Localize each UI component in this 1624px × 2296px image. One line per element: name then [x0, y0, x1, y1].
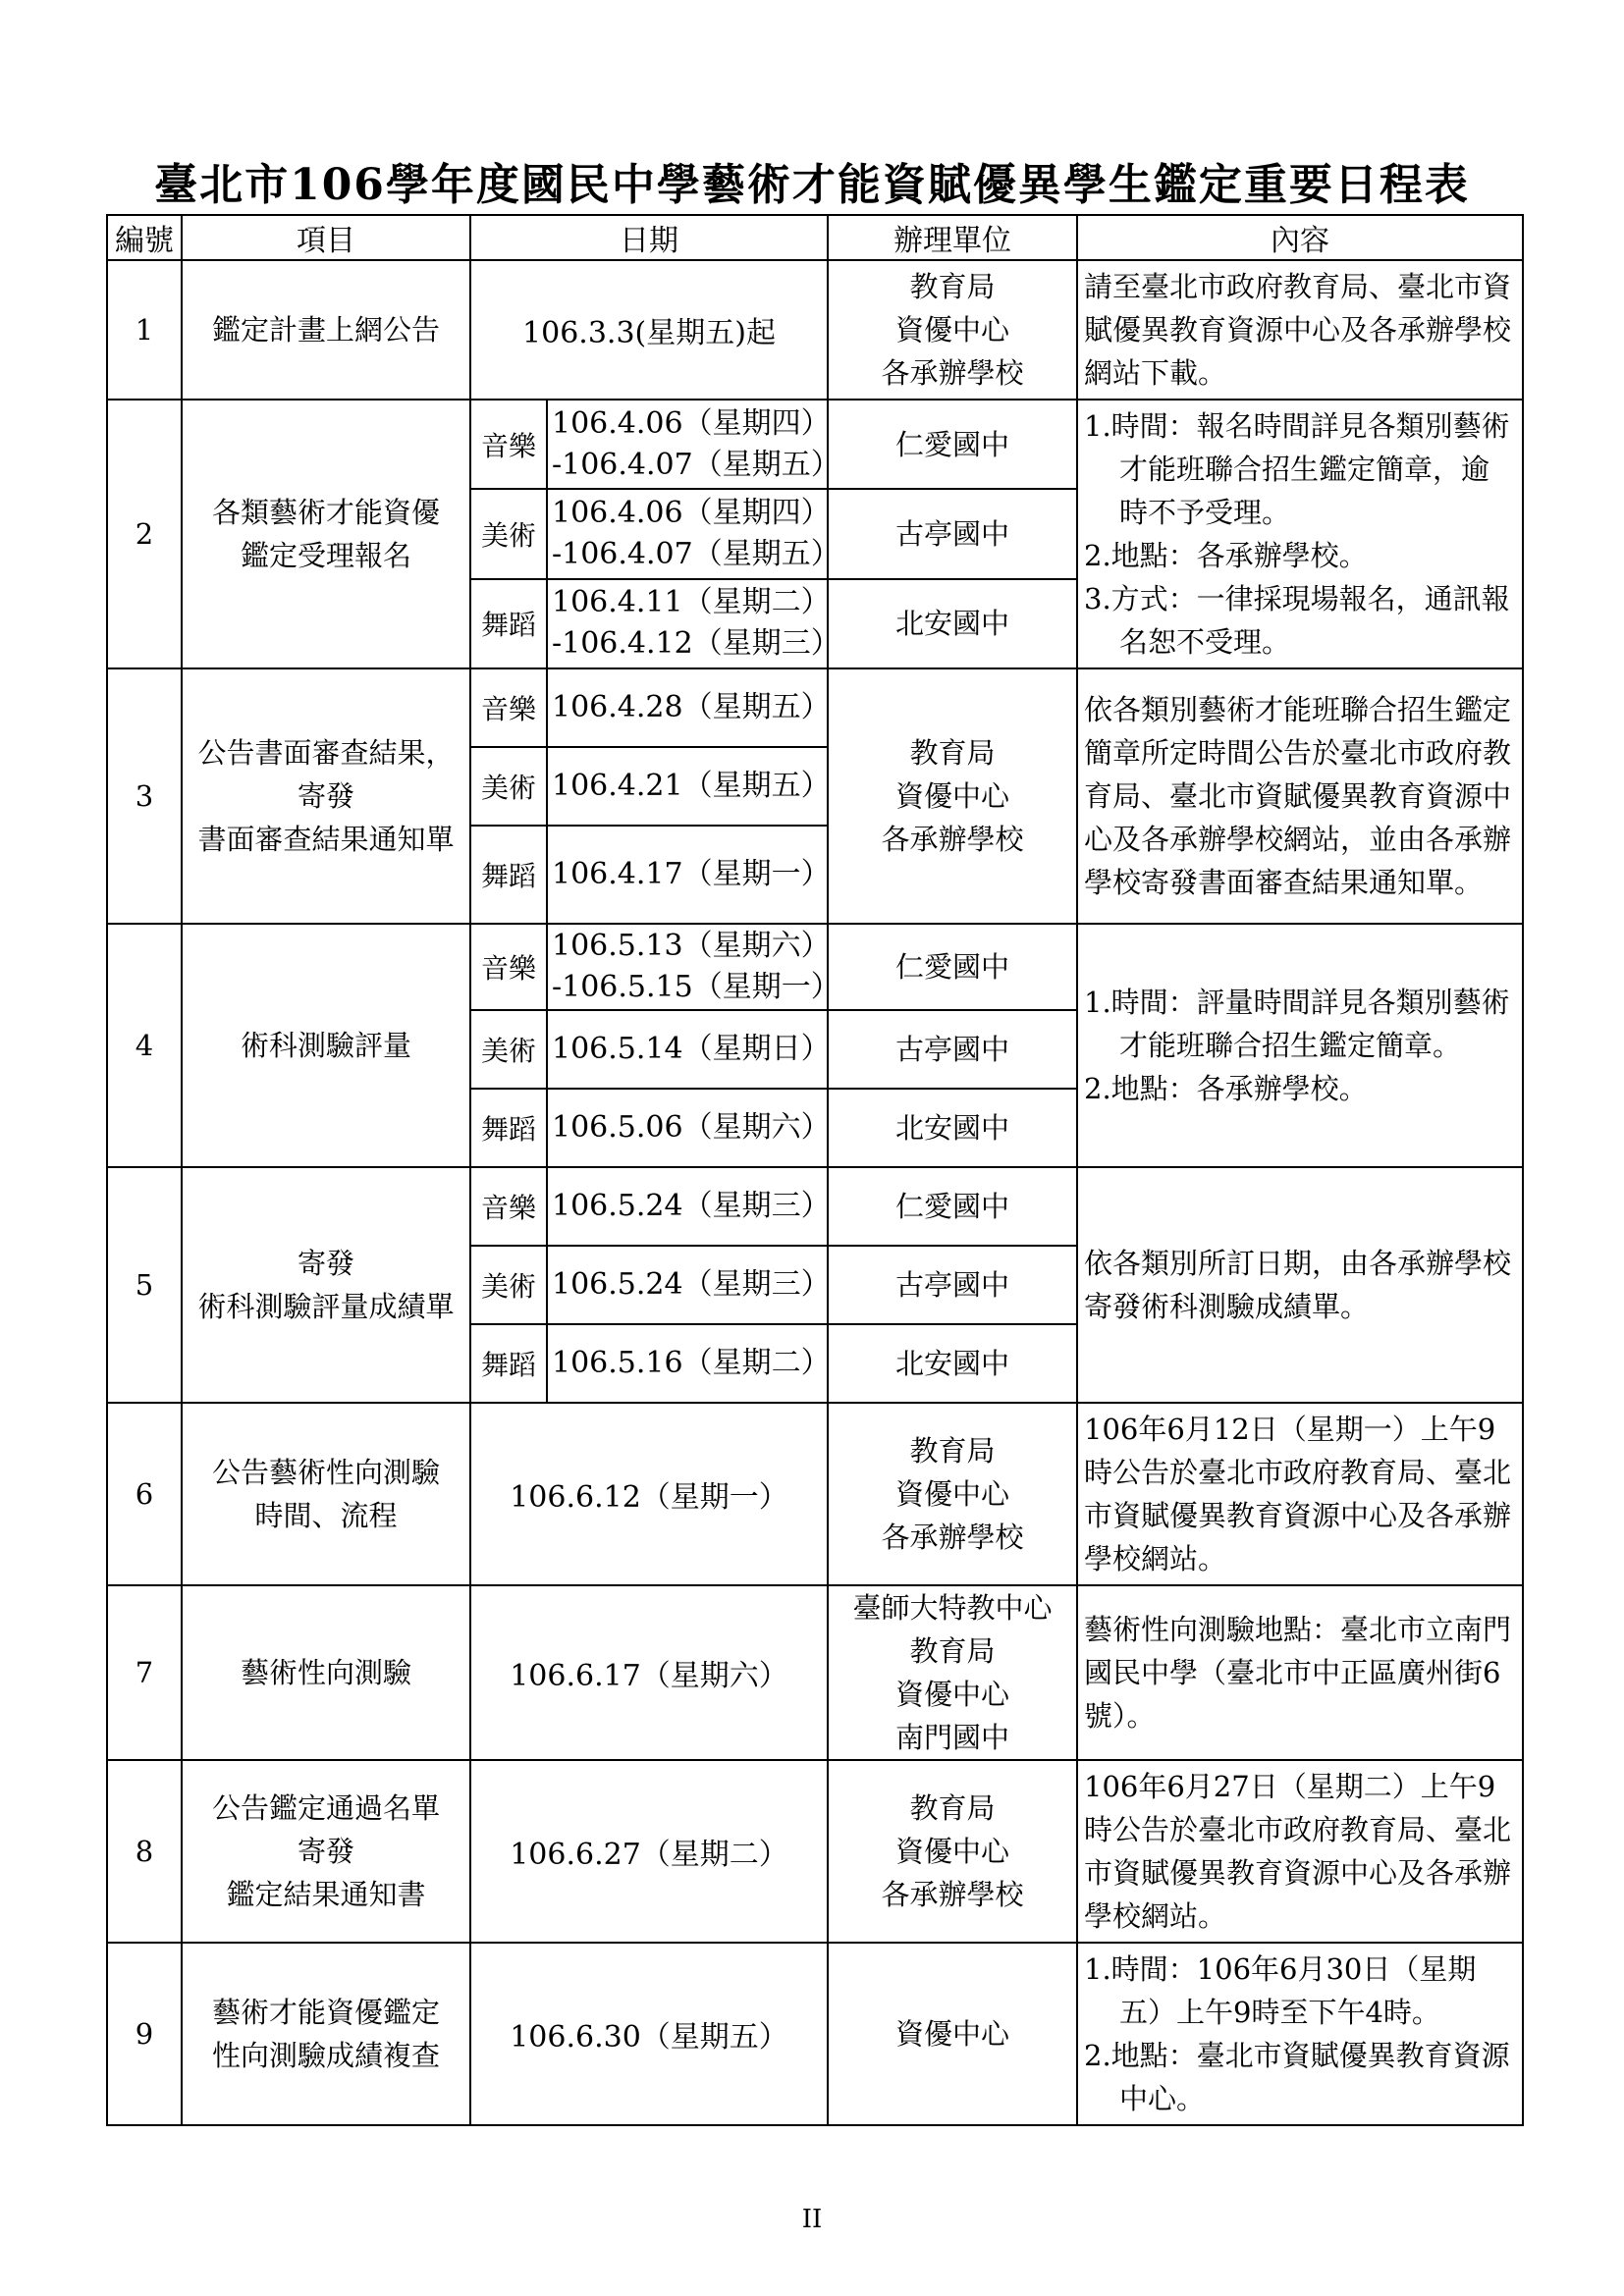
- date-line: 106.4.06（星期四）: [552, 405, 831, 441]
- row-item: [182, 1760, 470, 1943]
- unit-line: 資優中心: [894, 779, 1009, 813]
- unit-line: 教育局: [909, 736, 996, 770]
- row-date: 106.6.27（星期二）: [470, 1760, 828, 1943]
- unit-line: 教育局: [909, 1634, 996, 1668]
- header-no: 編號: [107, 215, 182, 260]
- row-content: [1077, 668, 1523, 924]
- category-label: 美術: [470, 489, 547, 578]
- item-line: 寄發: [297, 779, 354, 813]
- row-item: [182, 400, 470, 668]
- item-line: 公告藝術性向測驗: [211, 1456, 440, 1489]
- table-row: [107, 1585, 1523, 1760]
- content-text: 106年6月27日（星期二）上午9時公告於臺北市政府教育局、臺北市資賦優異教育資源中心及各承辦學校網站。: [1084, 1770, 1512, 1933]
- category-label: 美術: [470, 747, 547, 826]
- item-line: 寄發: [297, 1835, 354, 1868]
- header-unit: 辦理單位: [828, 215, 1077, 260]
- category-label: 舞蹈: [470, 579, 547, 668]
- row-content: [1077, 1167, 1523, 1403]
- category-label: 舞蹈: [470, 1324, 547, 1403]
- content-list-item: 3.方式：一律採現場報名，通訊報名恕不受理。: [1084, 582, 1510, 659]
- date-line: 106.5.24（星期三）: [552, 1267, 831, 1302]
- content-list-item: 2.地點：臺北市資賦優異教育資源中心。: [1084, 2039, 1510, 2115]
- row-item: [182, 668, 470, 924]
- row-number: 5: [107, 1167, 182, 1403]
- date-line: 106.5.16（星期二）: [552, 1346, 831, 1380]
- content-list-item: 2.地點：各承辦學校。: [1084, 539, 1368, 572]
- unit-line: 南門國中: [894, 1721, 1009, 1754]
- category-label: 美術: [470, 1246, 547, 1324]
- row-number: 9: [107, 1943, 182, 2125]
- table-row: [107, 1167, 1523, 1246]
- date-line: -106.4.07（星期五）: [552, 536, 840, 571]
- date-line: -106.4.07（星期五）: [552, 447, 840, 482]
- date-line: -106.4.12（星期三）: [552, 626, 840, 662]
- content-list-item: 1.時間：報名時間詳見各類別藝術才能班聯合招生鑑定簡章，逾時不予受理。: [1084, 409, 1510, 529]
- table-row: [107, 1760, 1523, 1943]
- date-line: 106.4.06（星期四）: [552, 495, 831, 530]
- row-unit: [828, 1403, 1077, 1585]
- item-line: 公告書面審查結果，: [197, 736, 455, 770]
- date-line: -106.5.15（星期一）: [552, 970, 840, 1004]
- sub-unit: 仁愛國中: [828, 400, 1077, 489]
- unit-line: 資優中心: [894, 1678, 1009, 1711]
- sub-date: [547, 400, 840, 489]
- sub-unit: 仁愛國中: [828, 924, 1077, 1010]
- category-label: 音樂: [470, 924, 547, 1010]
- item-line: 術科測驗評量: [240, 1029, 411, 1062]
- sub-date: [547, 826, 831, 924]
- item-line: 性向測驗成績複查: [211, 2039, 440, 2072]
- sub-unit: 北安國中: [828, 1089, 1077, 1167]
- row-content: [1077, 1943, 1523, 2125]
- table-row: [107, 668, 1523, 747]
- unit-line: 教育局: [909, 270, 996, 303]
- header-content: 內容: [1077, 215, 1523, 260]
- sub-date: [547, 489, 840, 578]
- content-list-item: 1.時間：106年6月30日（星期五）上午9時至下午4時。: [1084, 1952, 1477, 2029]
- sub-date: [547, 1089, 831, 1167]
- row-number: 3: [107, 668, 182, 924]
- schedule-table: [106, 214, 1524, 2126]
- row-item: [182, 1167, 470, 1403]
- row-content: [1077, 1403, 1523, 1585]
- content-list: [1084, 404, 1512, 664]
- content-list-item: 1.時間：評量時間詳見各類別藝術才能班聯合招生鑑定簡章。: [1084, 986, 1510, 1062]
- item-line: 鑑定計畫上網公告: [211, 313, 440, 347]
- row-date: 106.6.12（星期一）: [470, 1403, 828, 1585]
- content-text: 請至臺北市政府教育局、臺北市資賦優異教育資源中心及各承辦學校網站下載。: [1084, 270, 1512, 390]
- item-line: 鑑定結果通知書: [226, 1878, 426, 1911]
- content-list: [1084, 1948, 1512, 2120]
- row-number: 8: [107, 1760, 182, 1943]
- sub-date: [547, 668, 831, 747]
- row-unit: [828, 260, 1077, 400]
- row-unit: [828, 1943, 1077, 2125]
- unit-line: 資優中心: [894, 1835, 1009, 1868]
- category-label: 美術: [470, 1010, 547, 1089]
- content-list-item: 2.地點：各承辦學校。: [1084, 1072, 1368, 1105]
- unit-line: 各承辦學校: [881, 1878, 1024, 1911]
- date-line: 106.4.11（星期二）: [552, 585, 831, 620]
- header-row: [107, 215, 1523, 260]
- date-line: 106.4.21（星期五）: [552, 769, 831, 803]
- row-content: [1077, 400, 1523, 668]
- row-content: [1077, 1760, 1523, 1943]
- content-text: 藝術性向測驗地點：臺北市立南門國民中學（臺北市中正區廣州街6號）。: [1084, 1613, 1512, 1733]
- row-number: 6: [107, 1403, 182, 1585]
- row-content: [1077, 1585, 1523, 1760]
- row-item: [182, 1585, 470, 1760]
- page-title: 臺北市106學年度國民中學藝術才能資賦優異學生鑑定重要日程表: [154, 160, 1470, 210]
- sub-date: [547, 1324, 831, 1403]
- category-label: 舞蹈: [470, 826, 547, 924]
- row-item: [182, 1403, 470, 1585]
- item-line: 術科測驗評量成績單: [197, 1290, 455, 1323]
- content-text: 依各類別所訂日期，由各承辦學校寄發術科測驗成績單。: [1084, 1247, 1512, 1323]
- row-number: 7: [107, 1585, 182, 1760]
- row-number: 1: [107, 260, 182, 400]
- item-line: 藝術性向測驗: [240, 1656, 411, 1689]
- row-date: 106.6.30（星期五）: [470, 1943, 828, 2125]
- row-unit: [828, 668, 1077, 924]
- row-number: 2: [107, 400, 182, 668]
- row-unit: [828, 1760, 1077, 1943]
- date-line: 106.5.14（星期日）: [552, 1032, 831, 1066]
- unit-line: 資優中心: [894, 1477, 1009, 1511]
- row-item: [182, 924, 470, 1167]
- item-line: 寄發: [297, 1247, 354, 1280]
- item-line: 時間、流程: [254, 1499, 398, 1532]
- table-row: [107, 400, 1523, 489]
- unit-line: 各承辦學校: [881, 1521, 1024, 1554]
- unit-line: 教育局: [909, 1434, 996, 1468]
- category-label: 音樂: [470, 668, 547, 747]
- sub-unit: 古亭國中: [828, 1010, 1077, 1089]
- item-line: 鑑定受理報名: [240, 539, 411, 572]
- date-line: 106.5.24（星期三）: [552, 1189, 831, 1223]
- page-number: II: [801, 2205, 823, 2234]
- row-number: 4: [107, 924, 182, 1167]
- sub-date: [547, 1010, 831, 1089]
- date-line: 106.4.17（星期一）: [552, 857, 831, 891]
- content-text: 106年6月12日（星期一）上午9時公告於臺北市政府教育局、臺北市資賦優異教育資源中心及各承辦學校網站。: [1084, 1413, 1512, 1575]
- row-date: 106.3.3(星期五)起: [470, 260, 828, 400]
- unit-line: 資優中心: [894, 2017, 1009, 2051]
- sub-unit: 仁愛國中: [828, 1167, 1077, 1246]
- sub-date: [547, 1246, 831, 1324]
- row-date: 106.6.17（星期六）: [470, 1585, 828, 1760]
- item-line: 各類藝術才能資優: [211, 496, 440, 529]
- unit-line: 各承辦學校: [881, 356, 1024, 390]
- content-text: 依各類別藝術才能班聯合招生鑑定簡章所定時間公告於臺北市政府教育局、臺北市資賦優異教育資源中心及各承辦學校網站，並由各承辦學校寄發書面審查結果通知單。: [1084, 693, 1512, 899]
- item-line: 書面審查結果通知單: [197, 823, 455, 856]
- unit-line: 各承辦學校: [881, 823, 1024, 856]
- row-content: [1077, 924, 1523, 1167]
- content-list: [1084, 981, 1512, 1110]
- sub-unit: 北安國中: [828, 579, 1077, 668]
- category-label: 音樂: [470, 1167, 547, 1246]
- unit-line: 教育局: [909, 1791, 996, 1825]
- date-line: 106.5.13（星期六）: [552, 929, 831, 963]
- unit-line: 臺師大特教中心: [852, 1591, 1053, 1625]
- category-label: 音樂: [470, 400, 547, 489]
- sub-date: [547, 747, 831, 826]
- date-line: 106.5.06（星期六）: [552, 1110, 831, 1145]
- sub-date: [547, 1167, 831, 1246]
- table-row: [107, 1943, 1523, 2125]
- header-date: 日期: [470, 215, 828, 260]
- table-row: [107, 1403, 1523, 1585]
- sub-unit: 古亭國中: [828, 1246, 1077, 1324]
- row-content: [1077, 260, 1523, 400]
- sub-unit: 古亭國中: [828, 489, 1077, 578]
- sub-date: [547, 924, 840, 1010]
- table-row: [107, 924, 1523, 1010]
- date-line: 106.4.28（星期五）: [552, 690, 831, 724]
- category-label: 舞蹈: [470, 1089, 547, 1167]
- sub-unit: 北安國中: [828, 1324, 1077, 1403]
- item-line: 藝術才能資優鑑定: [211, 1996, 440, 2029]
- row-unit: [828, 1585, 1077, 1760]
- row-item: [182, 260, 470, 400]
- item-line: 公告鑑定通過名單: [211, 1791, 440, 1825]
- header-item: 項目: [182, 215, 470, 260]
- unit-line: 資優中心: [894, 313, 1009, 347]
- table-row: [107, 260, 1523, 400]
- sub-date: [547, 579, 840, 668]
- row-item: [182, 1943, 470, 2125]
